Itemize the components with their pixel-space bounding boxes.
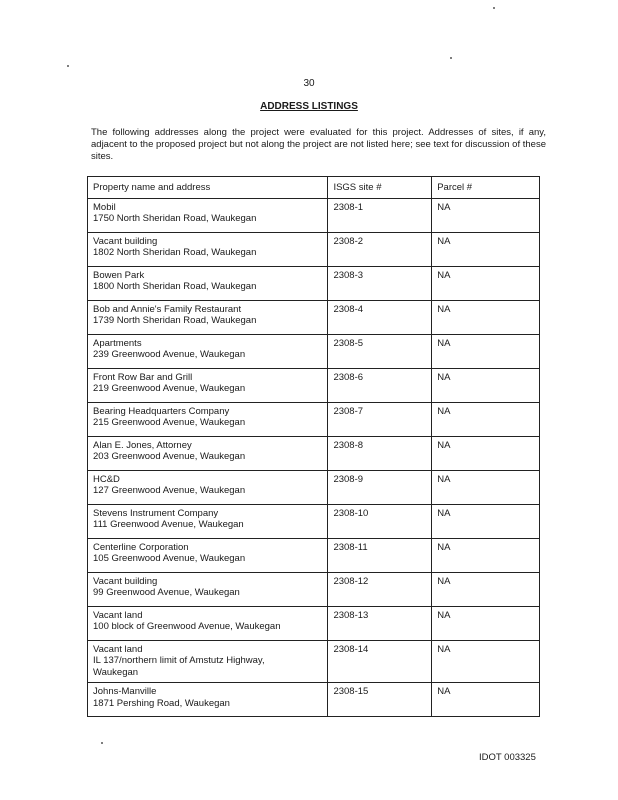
property-cell [88,300,328,334]
property-name: Stevens Instrument Company [93,507,219,519]
property-name: Apartments [93,337,142,349]
parcel-number-cell: NA [432,334,540,368]
property-cell [88,538,328,572]
column-header-site: ISGS site # [328,177,432,199]
property-cell [88,402,328,436]
property-address: 219 Greenwood Avenue, Waukegan [93,383,246,394]
page-number: 30 [303,78,315,89]
property-cell [88,198,328,232]
intro-paragraph: The following addresses along the project were evaluated for this project. Addresses of sites, if any, adjacent to the proposed project but not along the project are not listed here; see text for discussion of these sites. [91,127,546,162]
property-cell [88,572,328,606]
parcel-number-cell: NA [432,402,540,436]
parcel-number-cell: NA [432,606,540,640]
parcel-number-cell: NA [432,572,540,606]
site-number-cell: 2308-6 [328,368,432,402]
site-number-cell: 2308-13 [328,606,432,640]
property-address: 203 Greenwood Avenue, Waukegan [93,451,246,462]
document-id: IDOT 003325 [479,752,536,763]
table-row [88,572,540,606]
table-row [88,402,540,436]
scan-speck [450,57,452,59]
property-name: Mobil [93,201,116,213]
table-row [88,368,540,402]
property-name: Vacant land [93,609,143,621]
scan-speck [101,742,103,744]
table-row [88,198,540,232]
property-address: Waukegan [93,666,139,678]
table-row [88,470,540,504]
property-cell [88,504,328,538]
parcel-number-cell: NA [432,538,540,572]
property-cell [88,436,328,470]
property-address: 127 Greenwood Avenue, Waukegan [93,485,246,496]
parcel-number-cell: NA [432,368,540,402]
property-name: HC&D [93,473,120,485]
parcel-number-cell: NA [432,504,540,538]
property-address: 1871 Pershing Road, Waukegan [93,697,230,709]
property-address: 99 Greenwood Avenue, Waukegan [93,587,240,598]
property-name: Vacant land [93,643,143,655]
parcel-number-cell: NA [432,300,540,334]
table-row [88,436,540,470]
scan-speck [493,7,495,9]
column-header-property: Property name and address [88,177,328,199]
site-number-cell: 2308-9 [328,470,432,504]
site-number-cell: 2308-1 [328,198,432,232]
site-number-cell: 2308-5 [328,334,432,368]
property-address: IL 137/northern limit of Amstutz Highway, [93,655,265,666]
property-name: Johns-Manville [93,686,157,697]
property-cell [88,334,328,368]
property-name: Vacant building [93,575,158,587]
property-cell [88,683,328,717]
parcel-number-cell: NA [432,436,540,470]
property-address: 1750 North Sheridan Road, Waukegan [93,213,257,224]
property-name: Bearing Headquarters Company [93,405,230,417]
property-cell [88,232,328,266]
table-header-row [88,177,540,199]
table-row [88,232,540,266]
table-row [88,640,540,683]
property-address: 1800 North Sheridan Road, Waukegan [93,281,257,292]
table-row [88,266,540,300]
table-row [88,538,540,572]
property-address: 215 Greenwood Avenue, Waukegan [93,417,246,428]
property-address: 1739 North Sheridan Road, Waukegan [93,315,257,326]
property-name: Front Row Bar and Grill [93,371,193,383]
table-row [88,300,540,334]
scan-speck [67,65,69,67]
table-row [88,683,540,717]
table-row [88,606,540,640]
property-cell [88,266,328,300]
site-number-cell: 2308-15 [328,683,432,717]
page-heading: ADDRESS LISTINGS [260,101,358,112]
parcel-number-cell: NA [432,266,540,300]
site-number-cell: 2308-11 [328,538,432,572]
site-number-cell: 2308-8 [328,436,432,470]
property-address: 1802 North Sheridan Road, Waukegan [93,247,257,258]
table-body [88,198,540,717]
property-cell [88,470,328,504]
site-number-cell: 2308-2 [328,232,432,266]
property-name: Bob and Annie's Family Restaurant [93,303,242,315]
site-number-cell: 2308-10 [328,504,432,538]
column-header-parcel: Parcel # [432,177,540,199]
parcel-number-cell: NA [432,232,540,266]
site-number-cell: 2308-4 [328,300,432,334]
property-cell [88,368,328,402]
address-table [87,176,540,717]
property-name: Alan E. Jones, Attorney [93,439,192,451]
site-number-cell: 2308-3 [328,266,432,300]
property-address: 111 Greenwood Avenue, Waukegan [93,519,244,530]
property-name: Centerline Corporation [93,541,189,553]
table-row [88,334,540,368]
parcel-number-cell: NA [432,198,540,232]
table-row [88,504,540,538]
property-name: Bowen Park [93,269,145,281]
parcel-number-cell: NA [432,640,540,683]
property-address: 239 Greenwood Avenue, Waukegan [93,349,246,360]
property-cell [88,640,328,683]
parcel-number-cell: NA [432,683,540,717]
property-address: 105 Greenwood Avenue, Waukegan [93,553,246,564]
property-name: Vacant building [93,235,158,247]
site-number-cell: 2308-14 [328,640,432,683]
site-number-cell: 2308-12 [328,572,432,606]
property-cell [88,606,328,640]
site-number-cell: 2308-7 [328,402,432,436]
parcel-number-cell: NA [432,470,540,504]
property-address: 100 block of Greenwood Avenue, Waukegan [93,621,281,632]
